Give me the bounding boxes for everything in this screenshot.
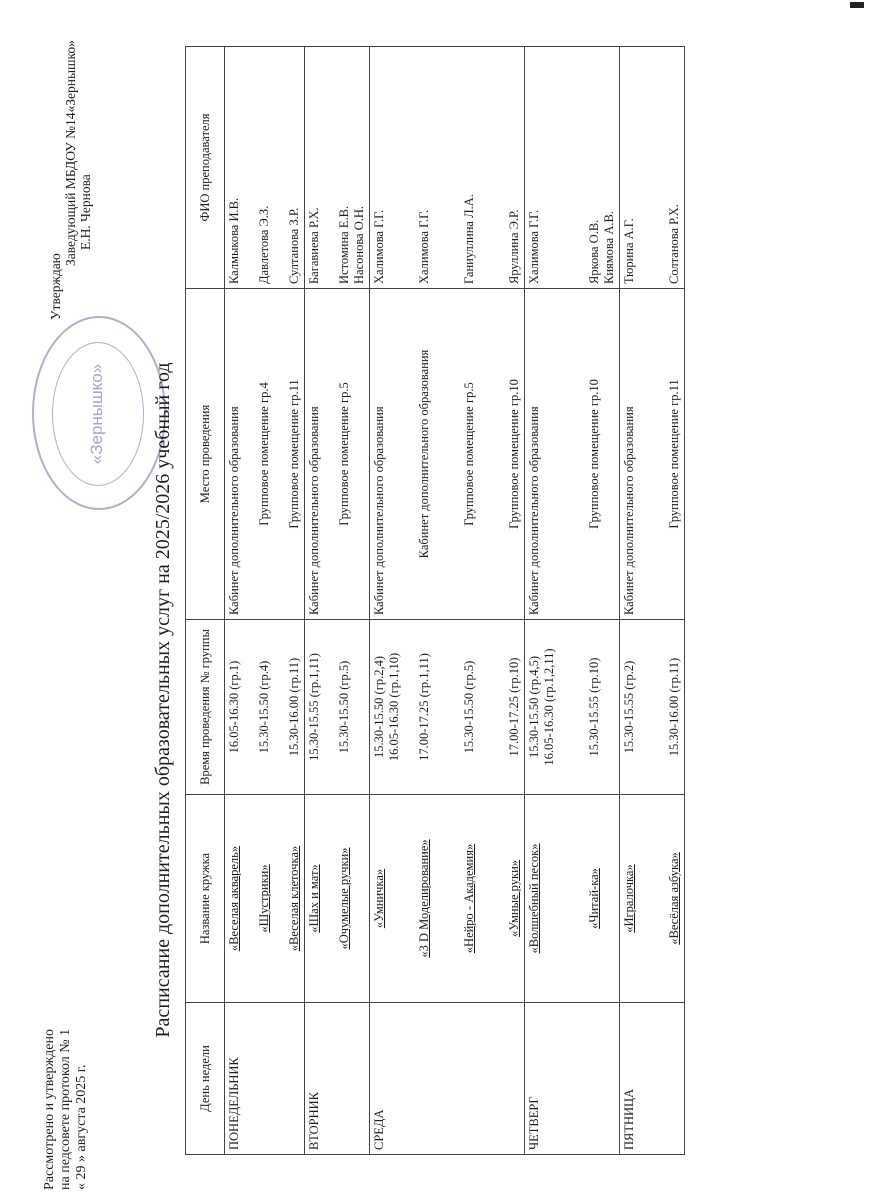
time-line: 15.30-15.50 (гр.5) [337, 660, 351, 754]
teacher-line [492, 51, 507, 284]
club-name: «Очумелые ручки» [337, 847, 351, 950]
club-line [352, 799, 367, 998]
stamp-seal [32, 316, 166, 510]
teacher-line: Насонова О.Н. [352, 205, 366, 284]
club-line [447, 799, 462, 998]
club-cell [225, 795, 305, 1003]
club-line [542, 799, 557, 998]
time-line: 15.30-15.50 (гр.5) [462, 660, 476, 754]
place-line: Кабинет дополнительного образования [527, 406, 541, 615]
approve-block [48, 40, 93, 320]
club-line [507, 799, 522, 998]
club-name: «Весёлая азбука» [667, 852, 681, 945]
place-line [572, 293, 587, 615]
time-cell [225, 620, 305, 795]
place-line [637, 293, 652, 615]
teacher-line: Султанова З.Р. [287, 207, 301, 284]
place-line: Групповое помещение гр.11 [287, 379, 301, 529]
time-line [322, 624, 337, 790]
teacher-line [402, 51, 417, 284]
club-name: «Веселая акварель» [227, 845, 241, 952]
teacher-cell [225, 47, 305, 289]
time-line [492, 624, 507, 790]
place-line [432, 293, 447, 615]
place-line: Кабинет дополнительного образования [622, 406, 636, 615]
teacher-cell [525, 47, 620, 289]
teacher-line: Киямова А.В. [602, 211, 616, 284]
place-cell [525, 289, 620, 620]
place-line [492, 293, 507, 615]
teacher-line [557, 51, 572, 284]
club-name: «Нейро - Академия» [462, 843, 476, 954]
place-line: Групповое помещение гр.10 [587, 379, 601, 529]
time-line [242, 624, 257, 790]
time-line [432, 624, 447, 790]
time-line: 15.30-15.50 (гр.4) [257, 660, 271, 754]
approved-line-3: « 29 » августа 2025 г. [74, 1064, 89, 1190]
club-line [572, 799, 587, 998]
place-line [387, 293, 402, 615]
club-name: «3 D Моделирование» [417, 839, 431, 958]
teacher-line: Яруллина Э.Р. [507, 209, 521, 284]
place-line: Кабинет дополнительного образования [417, 349, 431, 559]
place-line [477, 293, 492, 615]
place-cell [225, 289, 305, 620]
teacher-line: Калмыкова И.В. [227, 197, 241, 284]
place-line [602, 293, 617, 615]
time-cell [525, 620, 620, 795]
place-line: Групповое помещение гр.10 [507, 379, 521, 529]
time-line [602, 624, 617, 790]
place-line [242, 293, 257, 615]
place-cell [370, 289, 525, 620]
table-row [370, 47, 525, 1155]
time-line: 15.30-16.00 (гр.11) [667, 657, 681, 757]
club-cell [370, 795, 525, 1003]
club-line [417, 799, 432, 998]
place-cell [305, 289, 370, 620]
club-line [387, 799, 402, 998]
day-cell: ПЯТНИЦА [620, 1003, 685, 1155]
place-line [272, 293, 287, 615]
club-line [402, 799, 417, 998]
day-cell: ПОНЕДЕЛЬНИК [225, 1003, 305, 1155]
club-line [372, 799, 387, 998]
teacher-line [477, 51, 492, 284]
col-header-day: День недели [186, 1003, 225, 1155]
approved-note [42, 930, 90, 1190]
table-row [525, 47, 620, 1155]
place-line [542, 293, 557, 615]
club-name: «Умные руки» [507, 859, 521, 938]
club-line [322, 799, 337, 998]
place-cell [620, 289, 685, 620]
col-header-teacher: ФИО преподавателя [186, 47, 225, 289]
teacher-line: Истомина Е.В. [337, 205, 351, 284]
stamp-text: «Зернышко» [87, 363, 106, 465]
club-line [602, 799, 617, 998]
club-line [337, 799, 352, 998]
time-line [272, 624, 287, 790]
teacher-line [387, 51, 402, 284]
time-cell [620, 620, 685, 795]
place-line: Кабинет дополнительного образования [307, 406, 321, 615]
club-line [307, 799, 322, 998]
teacher-line [432, 51, 447, 284]
club-line [272, 799, 287, 998]
time-line: 17.00-17.25 (гр.1,11) [417, 653, 431, 761]
club-name: «Читай-ка» [587, 868, 601, 929]
club-name: «Шустрики» [257, 864, 271, 933]
club-cell [620, 795, 685, 1003]
teacher-line [272, 51, 287, 284]
teacher-line [242, 51, 257, 284]
teacher-cell [305, 47, 370, 289]
place-line [447, 293, 462, 615]
teacher-line [542, 51, 557, 284]
club-line [287, 799, 302, 998]
teacher-line: Халимова Г.Г. [372, 209, 386, 284]
club-line [527, 799, 542, 998]
time-line: 15.30-15.50 (гр.2,4) [372, 656, 386, 758]
club-line [477, 799, 492, 998]
club-line [242, 799, 257, 998]
club-cell [525, 795, 620, 1003]
place-line: Кабинет дополнительного образования [227, 406, 241, 615]
col-header-place: Место проведения [186, 289, 225, 620]
day-cell: ВТОРНИК [305, 1003, 370, 1155]
club-line [557, 799, 572, 998]
teacher-cell [620, 47, 685, 289]
teacher-line [322, 51, 337, 284]
time-line: 17.00-17.25 (гр.10) [507, 657, 521, 757]
time-line [402, 624, 417, 790]
club-line [432, 799, 447, 998]
time-line: 16.05-16.30 (гр.1,10) [387, 652, 401, 762]
approve-line-3: Е.Н. Чернова [78, 174, 93, 250]
place-line [652, 293, 667, 615]
time-line [557, 624, 572, 790]
teacher-line [447, 51, 462, 284]
place-line: Групповое помещение гр.4 [257, 382, 271, 526]
teacher-line: Халимова Г.Г. [417, 209, 431, 284]
teacher-line: Тюрина А.Г. [622, 218, 636, 284]
club-name: «Волшебный песок» [527, 843, 541, 954]
table-row [225, 47, 305, 1155]
page-title: Расписание дополнительных образовательных услуг на 2025/2026 учебный год [152, 362, 174, 1038]
day-cell: СРЕДА [370, 1003, 525, 1155]
teacher-line [572, 51, 587, 284]
teacher-line: Багавиева Р.Х. [307, 207, 321, 284]
teacher-line: Давлетова Э.З. [257, 205, 271, 284]
club-line [462, 799, 477, 998]
time-line [652, 624, 667, 790]
time-line: 15.30-16.00 (гр.11) [287, 657, 301, 757]
teacher-line: Яркова О.В. [587, 219, 601, 284]
table-row [305, 47, 370, 1155]
club-line [652, 799, 667, 998]
teacher-line [652, 51, 667, 284]
place-line: Групповое помещение гр.5 [337, 382, 351, 526]
teacher-cell [370, 47, 525, 289]
time-line: 15.30-15.50 (гр.4,5) [527, 656, 541, 758]
time-cell [305, 620, 370, 795]
schedule-table [185, 46, 685, 1155]
place-line [322, 293, 337, 615]
place-line [352, 293, 367, 615]
club-line [637, 799, 652, 998]
time-cell [370, 620, 525, 795]
col-header-club: Название кружка [186, 795, 225, 1003]
teacher-line: Ганиуллина Л.А. [462, 194, 476, 284]
club-line [622, 799, 637, 998]
club-line [492, 799, 507, 998]
teacher-line: Солтанова Р.Х. [667, 204, 681, 284]
time-line [477, 624, 492, 790]
approved-line-2: на педсовете протокол № 1 [58, 1028, 73, 1190]
club-name: «Шах и мат» [307, 864, 321, 933]
teacher-line: Халимова Г.Г. [527, 209, 541, 284]
col-header-time: Время проведения № группы [186, 620, 225, 795]
time-line [352, 624, 367, 790]
club-line [587, 799, 602, 998]
time-line: 15.30-15.55 (гр.1,11) [307, 653, 321, 761]
time-line [637, 624, 652, 790]
header-row [186, 47, 225, 1155]
table-row [620, 47, 685, 1155]
club-name: «Игралочка» [622, 864, 636, 933]
club-cell [305, 795, 370, 1003]
teacher-line [637, 51, 652, 284]
time-line: 15.30-15.55 (гр.2) [622, 660, 636, 754]
club-line [257, 799, 272, 998]
time-line: 16.05-16.30 (гр.1,2,11) [542, 648, 556, 766]
approve-line-2: Заведующий МБДОУ №14«Зернышко» [63, 40, 78, 266]
time-line: 16.05-16.30 (гр.1) [227, 660, 241, 754]
club-name: «Веселая клеточка» [287, 845, 301, 952]
time-line: 15.30-15.55 (гр.10) [587, 657, 601, 757]
place-line [557, 293, 572, 615]
place-line [402, 293, 417, 615]
club-line [227, 799, 242, 998]
day-cell: ЧЕТВЕРГ [525, 1003, 620, 1155]
club-name: «Умничка» [372, 868, 386, 929]
club-line [667, 799, 682, 998]
approved-line-1: Рассмотрено и утверждено [42, 1029, 57, 1190]
time-line [447, 624, 462, 790]
approve-line-1: Утверждаю [48, 253, 63, 320]
time-line [572, 624, 587, 790]
place-line: Кабинет дополнительного образования [372, 406, 386, 615]
place-line: Групповое помещение гр.5 [462, 382, 476, 526]
place-line: Групповое помещение гр.11 [667, 379, 681, 529]
